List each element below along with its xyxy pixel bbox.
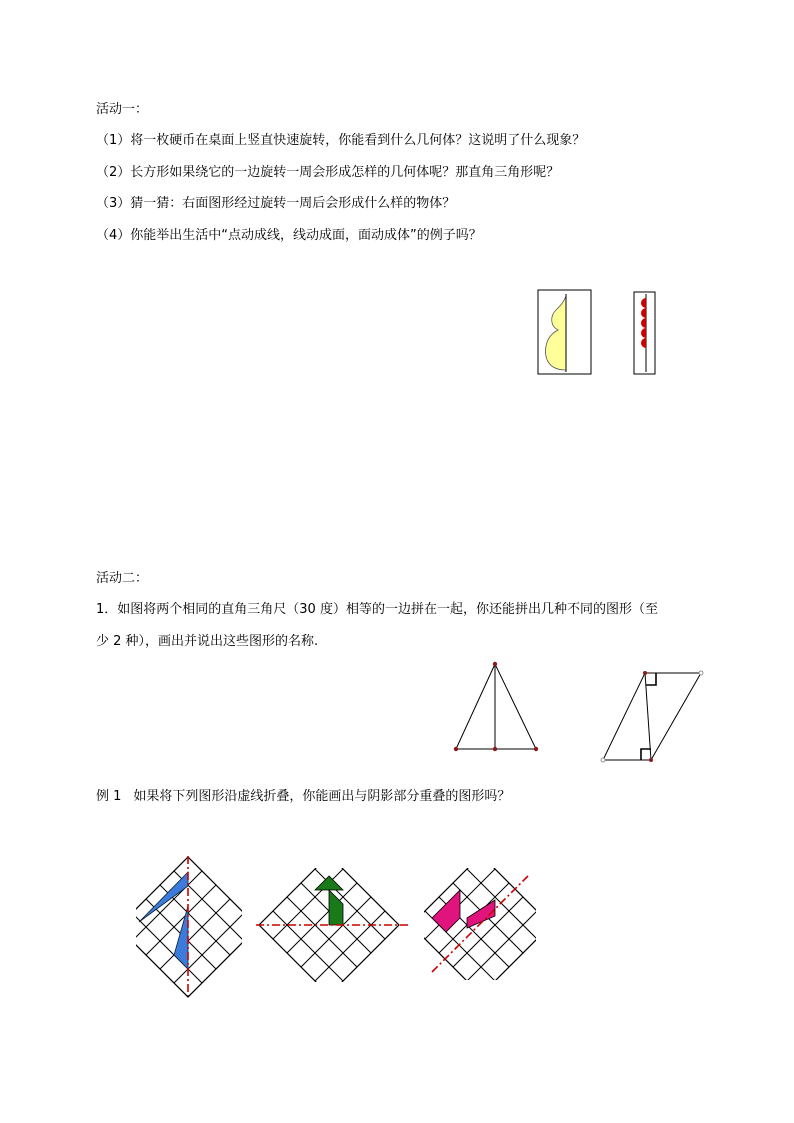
grid-1 — [136, 857, 242, 997]
activity2-problem-line1: 1．如图将两个相同的直角三角尺（30 度）相等的一边拼在一起，你还能拼出几种不同的图形（至 — [96, 602, 658, 617]
activity1-question-1: （1）将一枚硬币在桌面上竖直快速旋转，你能看到什么几何体？这说明了什么现象？ — [96, 133, 586, 148]
right-angle-mark-top — [646, 673, 656, 685]
activity1-heading: 活动一： — [96, 102, 149, 117]
half-beads — [641, 298, 646, 348]
activity1-question-2: （2）长方形如果绕它的一边旋转一周会形成怎样的几何体呢？那直角三角形呢？ — [96, 165, 560, 180]
fold-figure-2 — [254, 868, 410, 982]
gourd-half-figure — [536, 288, 596, 378]
activity1-question-3: （3）猜一猜：右面图形经过旋转一周后会形成什么样的物体？ — [96, 196, 456, 211]
beads-figure — [632, 290, 658, 378]
example1-label: 例 1 — [96, 789, 122, 804]
example1-question: 如果将下列图形沿虚线折叠，你能画出与阴影部分重叠的图形吗？ — [133, 789, 511, 804]
right-angle-mark-bottom — [641, 749, 651, 760]
isosceles-triangle-figure — [448, 656, 548, 760]
activity1-question-4: （4）你能举出生活中“点动成线，线动成面，面动成体”的例子吗？ — [96, 228, 482, 243]
parallelogram-figure — [598, 668, 708, 766]
example1-text — [96, 788, 510, 806]
fold-figure-3 — [424, 868, 536, 980]
activity2-problem-line2: 少 2 种），画出并说出这些图形的名称. — [96, 634, 319, 649]
fold-figure-1 — [136, 854, 242, 998]
activity2-heading: 活动二： — [96, 571, 149, 586]
